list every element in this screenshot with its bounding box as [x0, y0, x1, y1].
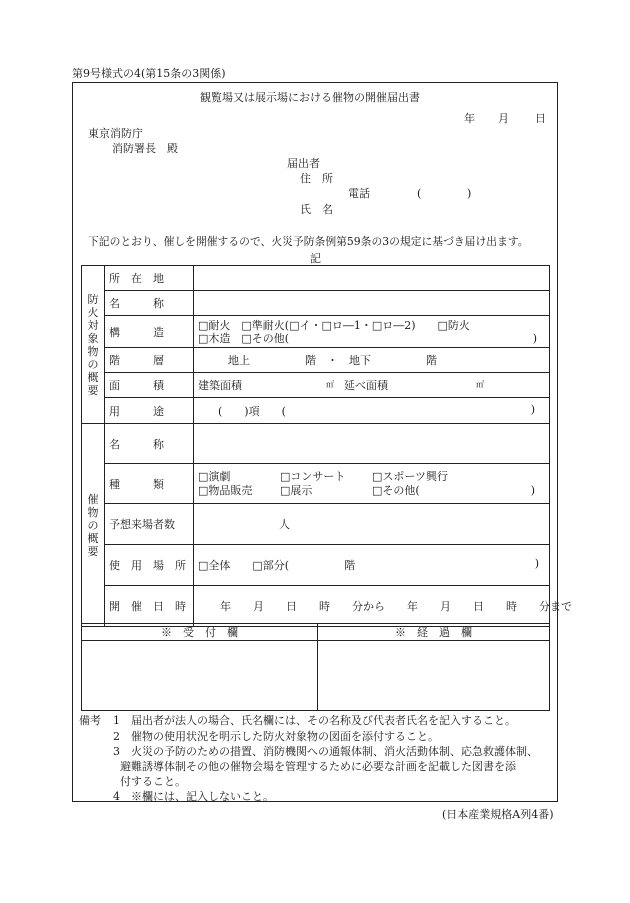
- reception-table: [81, 623, 550, 711]
- row-floors-value[interactable]: [194, 348, 550, 373]
- kind-exhibit: □展示: [280, 483, 313, 497]
- use-value: ( )項 (: [218, 404, 286, 418]
- applicant-phone-close: ): [467, 187, 472, 200]
- area-unit-1: ㎡: [326, 380, 334, 389]
- visitors-value[interactable]: [194, 504, 550, 545]
- row-name-label: 名 称: [105, 291, 194, 316]
- event-name-value[interactable]: [194, 424, 550, 464]
- kind-sports: □スポーツ興行: [372, 469, 448, 483]
- note-3-num: 3: [113, 745, 120, 758]
- row-name-value[interactable]: [194, 291, 550, 316]
- note-1-text: 届出者が法人の場合、氏名欄には、その名称及び代表者氏名を記入すること。: [131, 714, 516, 727]
- ki-heading: 記: [310, 252, 321, 265]
- applicant-phone: 電話: [348, 187, 370, 200]
- kind-other: □その他(: [372, 483, 420, 497]
- note-2-num: 2: [113, 730, 120, 743]
- event-kind-value[interactable]: [194, 464, 550, 504]
- applicant-phone-open: (: [417, 187, 422, 200]
- notes-label: 備考: [79, 714, 101, 727]
- kind-line-2: [198, 484, 545, 498]
- applicant-label: 届出者: [287, 157, 320, 170]
- place-options: □全体 □部分( 階: [198, 559, 356, 572]
- date-month: 月: [498, 112, 509, 125]
- datetime-label: 開 催 日 時: [105, 586, 194, 627]
- area-unit-2: ㎡: [476, 380, 484, 389]
- structure-line-2: □木造 □その他(: [198, 331, 290, 345]
- kind-concert: □コンサート: [280, 469, 346, 483]
- row-area-value[interactable]: [194, 373, 550, 398]
- progress-heading: ※ 経 過 欄: [318, 624, 550, 641]
- row-structure-value[interactable]: [194, 316, 550, 348]
- kind-close: ): [530, 483, 535, 497]
- date-day: 日: [535, 112, 546, 125]
- progress-box[interactable]: [318, 641, 550, 711]
- form-title: 観覧場又は展示場における催物の開催届出書: [200, 91, 420, 104]
- details-table: [81, 265, 572, 627]
- reception-box[interactable]: [82, 641, 318, 711]
- place-close: ): [534, 557, 539, 570]
- section2-heading: 催物の概要: [82, 424, 105, 627]
- addressee-org: 東京消防庁: [88, 127, 143, 140]
- area-total: 延べ面積: [344, 379, 388, 392]
- structure-line-2-wrap: [198, 332, 545, 345]
- note-4-num: 4: [113, 790, 120, 803]
- note-3-cont-2: 付すること。: [120, 775, 186, 788]
- row-use-label: 用 途: [105, 398, 194, 424]
- row-floors-label: 階 層: [105, 348, 194, 373]
- structure-line-1: □耐火 □準耐火(□イ・□ロ―1・□ロ―2) □防火: [198, 318, 470, 332]
- paper-size: (日本産業規格A列4番): [442, 808, 554, 821]
- event-name-label: 名 称: [105, 424, 194, 464]
- addressee-chief: 消防署長 殿: [112, 142, 178, 155]
- row-location-label: 所 在 地: [105, 266, 194, 291]
- date-year: 年: [464, 112, 475, 125]
- row-area-label: 面 積: [105, 373, 194, 398]
- row-use-value[interactable]: [194, 398, 550, 424]
- place-value[interactable]: [194, 545, 550, 586]
- note-4-text: ※欄には、記入しないこと。: [131, 790, 274, 803]
- applicant-name: 氏 名: [300, 203, 333, 216]
- kind-drama: □演劇: [198, 469, 231, 483]
- floors-value: 地上 階 ・ 地下 階: [228, 354, 437, 367]
- row-location-value[interactable]: [194, 266, 550, 291]
- event-kind-label: 種 類: [105, 464, 194, 504]
- datetime-text: 年 月 日 時 分から 年 月 日 時 分まで: [220, 600, 572, 613]
- visitors-unit: 人: [279, 518, 290, 531]
- use-close: ): [530, 402, 535, 416]
- row-structure-label: 構 造: [105, 316, 194, 348]
- kind-goods: □物品販売: [198, 483, 253, 497]
- structure-close: ): [532, 331, 537, 345]
- intro-text: 下記のとおり、催しを開催するので、火災予防条例第59条の3の規定に基づき届け出ます。: [88, 235, 529, 248]
- area-building: 建築面積: [198, 379, 242, 392]
- note-2-text: 催物の使用状況を明示した防火対象物の図面を添付すること。: [131, 730, 439, 743]
- visitors-label: 予想来場者数: [105, 504, 194, 545]
- applicant-address: 住 所: [300, 172, 333, 185]
- datetime-value[interactable]: [194, 586, 572, 627]
- note-1-num: 1: [113, 714, 120, 727]
- section1-heading: 防火対象物の概要: [82, 266, 105, 424]
- note-3-cont-1: 避難誘導体制その他の催物会場を管理するために必要な計画を記載した図書を添: [120, 760, 516, 773]
- note-3-text: 火災の予防のための措置、消防機関への通報体制、消火活動体制、応急救護体制、: [131, 745, 538, 758]
- kind-line-1: [198, 470, 545, 484]
- reception-heading: ※ 受 付 欄: [82, 624, 318, 641]
- place-label: 使 用 場 所: [105, 545, 194, 586]
- form-number: 第9号様式の4(第15条の3関係): [72, 67, 226, 80]
